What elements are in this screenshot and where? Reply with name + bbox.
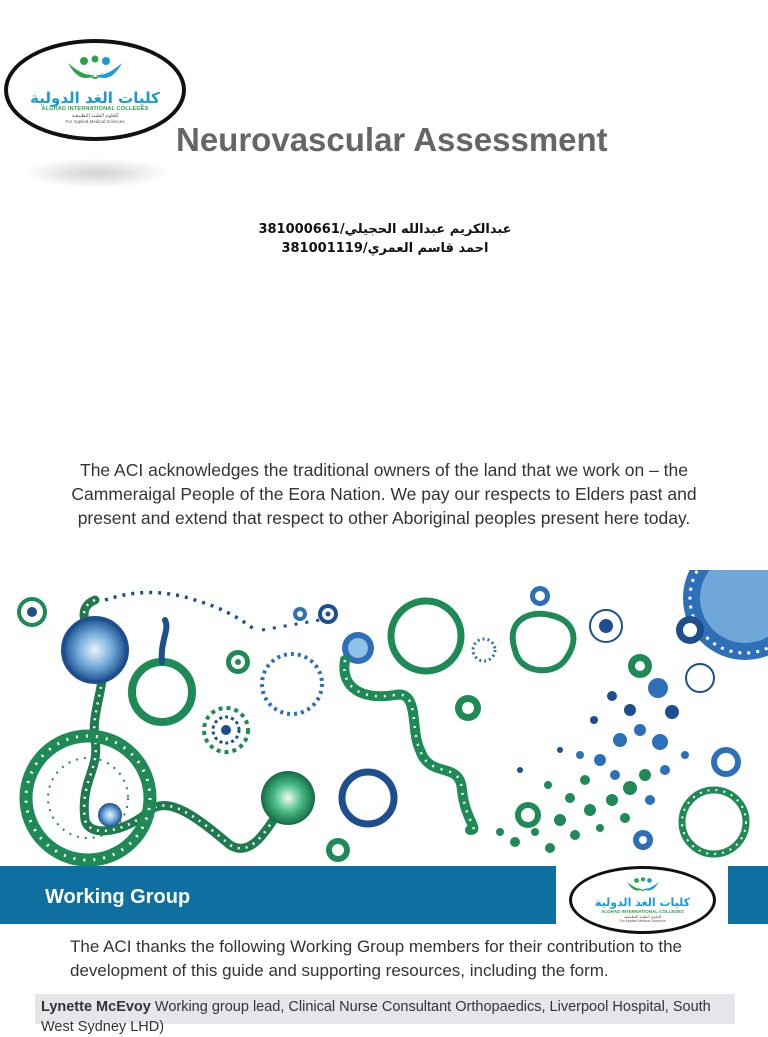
logo-sub-arabic: للعلوم الطبية التطبيقية bbox=[71, 113, 119, 119]
member-name: Lynette McEvoy bbox=[41, 999, 151, 1015]
logo-sub-arabic: للعلوم الطبية التطبيقية bbox=[623, 913, 662, 919]
thanks-text: The ACI thanks the following Working Group members for their contribution to the development of this guide and supporting resources, including the form. bbox=[70, 937, 682, 980]
college-logo-small bbox=[569, 866, 716, 934]
acknowledgement-text: The ACI acknowledges the traditional owners of the land that we work on – the Cammeraigal People of the Eora Nation. We pay our respects to Elders past and present and extend that respect to other Aboriginal peoples present here today. bbox=[71, 460, 697, 528]
logo-english: ALGHAD INTERNATIONAL COLLEGES bbox=[601, 908, 684, 914]
logo-arabic: كليات الغد الدولية bbox=[30, 89, 160, 107]
logo-sub-english: For Applied Medical Sciences bbox=[65, 119, 125, 124]
working-group-band-right bbox=[728, 866, 768, 924]
working-group-heading: Working Group bbox=[45, 886, 191, 908]
logo-sub-english: For Applied Medical Sciences bbox=[619, 918, 666, 923]
logo-arabic: كليات الغد الدولية bbox=[594, 895, 691, 909]
people-logo-icon bbox=[60, 55, 130, 89]
author-2: احمد قاسم العمري/381001119 bbox=[281, 241, 489, 256]
page-title: Neurovascular Assessment bbox=[176, 121, 608, 158]
author-1: عبدالكريم عبدالله الحجيلي/381000661 bbox=[258, 222, 512, 237]
logo-english: ALGHAD INTERNATIONAL COLLEGES bbox=[41, 106, 149, 112]
member-entry bbox=[41, 997, 741, 1037]
aboriginal-artwork bbox=[0, 570, 768, 866]
logo-shadow bbox=[22, 158, 172, 188]
member-role: Working group lead, Clinical Nurse Consultant Orthopaedics, Liverpool Hospital, South West Sydney LHD) bbox=[41, 999, 711, 1035]
college-logo bbox=[4, 39, 186, 141]
people-logo-icon bbox=[620, 877, 666, 897]
authors bbox=[230, 220, 540, 258]
